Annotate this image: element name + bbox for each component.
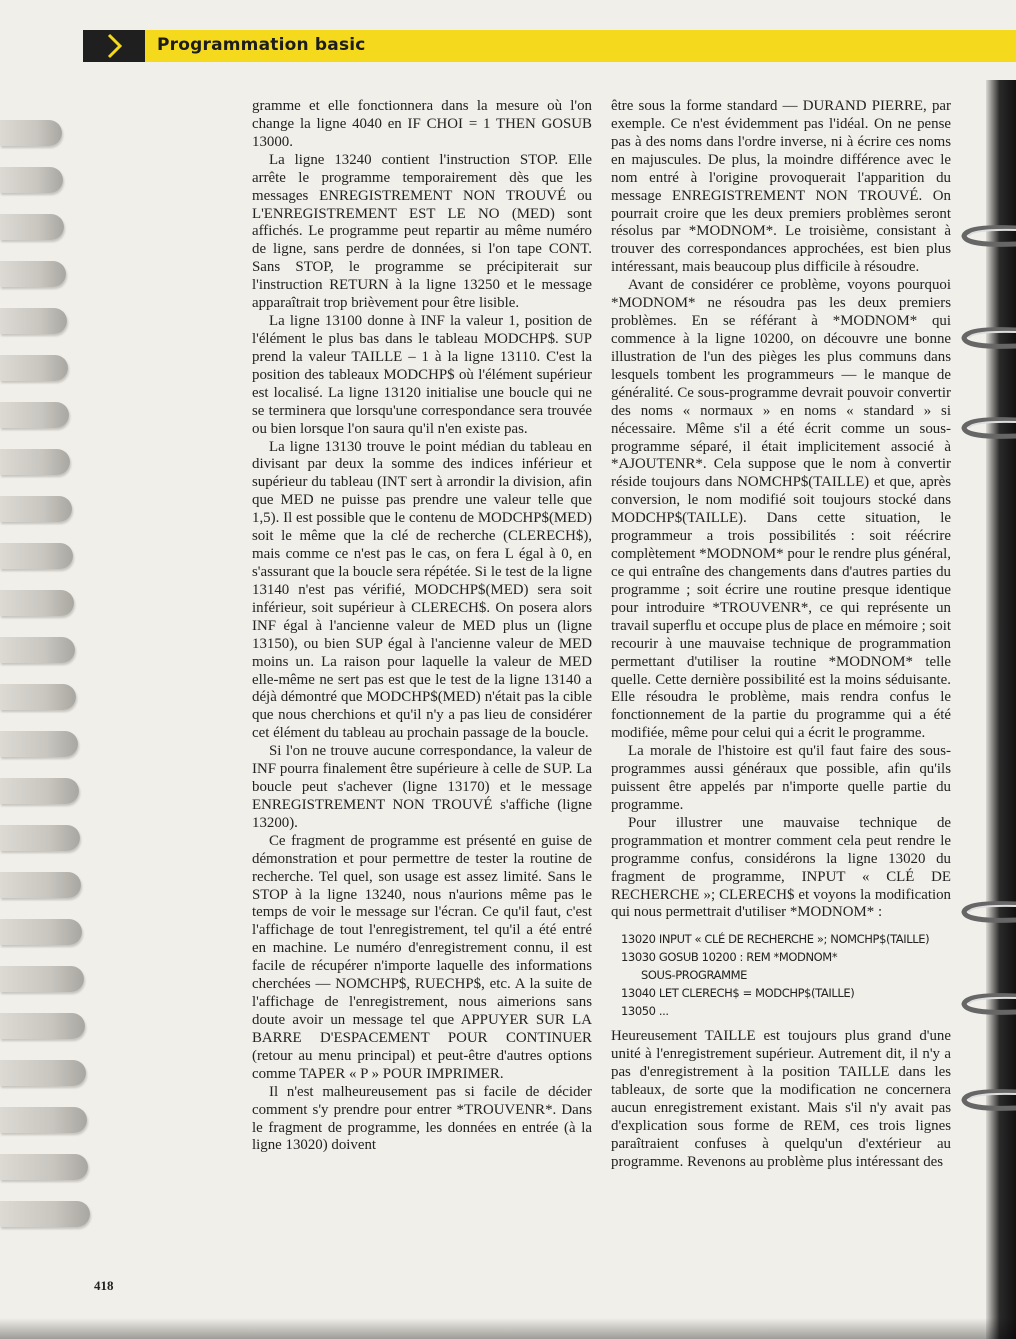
paragraph: gramme et elle fonctionnera dans la mesure où l'on change la ligne 4040 en IF CHOI = 1 THEN GOSUB 13000. <box>252 98 592 150</box>
page-edge-tab <box>0 637 75 663</box>
page-edge-tab <box>0 308 67 334</box>
page-number: 418 <box>94 1278 114 1293</box>
page-edge-tab <box>0 543 73 569</box>
code-listing <box>621 930 951 1020</box>
page-edge-tab <box>0 590 74 616</box>
ring-icon <box>956 896 1016 926</box>
page-edge-tab <box>0 1154 88 1180</box>
right-column <box>611 98 951 1172</box>
page-edge-tab <box>0 1060 86 1086</box>
code-line: 13050 ... <box>621 1004 669 1019</box>
paragraph: Si l'on ne trouve aucune correspondance, la valeur de INF pourra finalement être supérieure à celle de SUP. La boucle peut s'achever (ligne 13170) et le message ENREGISTREMENT NON TROUVÉ s'affiche (ligne 13200). <box>252 743 592 831</box>
paragraph: Il n'est malheureusement pas si facile de décider comment s'y prendre pour entrer *TROUVENR*. Dans le fragment de programme, les données en entrée (à la ligne 13020) doivent <box>252 1083 592 1154</box>
page-edge-tab <box>0 966 84 992</box>
code-line: 13020 INPUT « CLÉ DE RECHERCHE »; NOMCHP$(TAILLE) <box>621 932 930 947</box>
page-edge-tab <box>0 1013 85 1039</box>
ring-icon <box>956 322 1016 352</box>
chevron-right-icon <box>83 30 145 62</box>
paragraph: La ligne 13240 contient l'instruction STOP. Elle arrête le programme temporairement dès que les messages ENREGISTREMENT NON TROUVÉ ou L'ENREGISTREMENT EST LE NO (MED) sont affichés. Le programme peut repartir au même numéro de ligne, sans perdre de données, si l'on tape CONT. Sans STOP, le programme se précipiterait sur l'instruction RETURN à la ligne 13250 et le message apparaîtrait trop brièvement pour être lisible. <box>252 151 592 312</box>
binder-rings <box>956 60 1016 1339</box>
paragraph: La morale de l'histoire est qu'il faut faire des sous-programmes aussi généraux que possible, afin qu'ils puissent être appelés par n'importe quelle partie du programme. <box>611 743 951 813</box>
page-edge-tab <box>0 355 68 381</box>
page-edge-tab <box>0 872 81 898</box>
page-edge-tab <box>0 167 63 193</box>
paragraph: La ligne 13130 trouve le point médian du tableau en divisant par deux la somme des indices inférieur et supérieur du tableau (INT sert à arrondir la division, afin que MED ne puisse pas prendre une valeur telle que 1,5). Il est possible que le contenu de MODCHP$(MED) soit le même que la clé de recherche (CLERECH$), mais comme ce n'est pas le cas, on fera L égal à 0, en s'assurant que la boucle sera répétée. Si le test de la ligne 13140 n'est pas vérifié, MODCHP$(MED) sera soit inférieur, soit supérieur à CLERECH$. On posera alors INF égal à l'ancienne valeur de MED plus un (ligne 13150), ou bien SUP égal à l'ancienne valeur de MED moins un. La raison pour laquelle la valeur de MED elle-même ne sert pas est que le test de la ligne 13140 a déjà démontré que MODCHP$(MED) n'était pas la cible que nous cherchions et qu'il n'y a pas lieu de considérer cet élément du tableau au prochain passage de la boucle. <box>252 438 592 742</box>
page-edge-tab <box>0 731 78 757</box>
code-line: 13030 GOSUB 10200 : REM *MODNOM* <box>621 950 838 965</box>
ring-icon <box>956 1084 1016 1114</box>
page-edge-tab <box>0 496 72 522</box>
page-edge-tab <box>0 449 70 475</box>
binder-spine <box>986 80 1016 1339</box>
page-bottom-shadow <box>0 1318 1016 1339</box>
page-edge-tab <box>0 1201 90 1227</box>
page-edge-tab <box>0 214 64 240</box>
page-edge-tab <box>0 919 82 945</box>
paragraph: être sous la forme standard — DURAND PIERRE, par exemple. Ce n'est évidemment pas l'idéal. On ne pense pas à des noms dans l'ordre inverse, ni à écrire ces noms en majuscules. De plus, la moindre différence avec le nom entré à l'origine provoquerait l'apparition du message ENREGISTREMENT NON TROUVÉ. On pourrait croire que les deux premiers problèmes seront résolus par *MODNOM*. Le troisième, consistant à trouver des correspondances approchées, est bien plus intéressant, mais beaucoup plus difficile à résoudre. <box>611 98 951 276</box>
page-edge-tab <box>0 261 66 287</box>
page-edge-tab <box>0 825 80 851</box>
page-edge-tab <box>0 1107 87 1133</box>
page-edge-tabs <box>0 62 150 1339</box>
page-edge-tab <box>0 120 62 146</box>
page-edge-tab <box>0 402 69 428</box>
left-column <box>252 98 592 1155</box>
ring-icon <box>956 988 1016 1018</box>
paragraph: Ce fragment de programme est présenté en guise de démonstration et pour permettre de tester la routine de recherche. Tel quel, son usage est assez limité. Sans le STOP à la ligne 13240, nous n'aurions même pas le temps de voir le message sur l'écran. Ce qu'il faut, c'est l'affichage de tout l'enregistrement, tel qu'il a été entré en machine. Le numéro d'enregistrement connu, il est facile de récupérer n'importe laquelle des informations cherchées — NOMCHP$, RUECHP$, etc. A la suite de l'affichage de l'enregistrement, nous aimerions sans doute avoir un message tel que APPUYER SUR LA BARRE D'ESPACEMENT POUR CONTINUER (retour au menu principal) et peut-être d'autres options comme TAPER « P » POUR IMPRIMER. <box>252 832 592 1082</box>
code-line: 13040 LET CLERECH$ = MODCHP$(TAILLE) <box>621 986 855 1001</box>
page-edge-tab <box>0 684 76 710</box>
paragraph: Heureusement TAILLE est toujours plus grand d'une unité à l'enregistrement supérieur. Autrement dit, il n'y a pas d'enregistrement à la position TAILLE dans les tableaux, de sorte que la modification ne concernera aucun enregistrement existant. Mais s'il n'y avait pas d'explication sous forme de REM, ces trois lignes paraîtraient confuses à quelqu'un d'extérieur au programme. Revenons au problème plus intéressant des <box>611 1028 951 1170</box>
section-header <box>83 30 1016 62</box>
paragraph: Avant de considérer ce problème, voyons pourquoi *MODNOM* ne résoudra pas les deux premiers problèmes. En se référant à *MODNOM* qui commence à la ligne 10200, on découvre une bonne illustration de l'un des pièges les plus communs dans lesquels tombent les programmeurs — le manque de généralité. Ce sous-programme devrait pouvoir convertir des noms « normaux » en noms « standard » si nécessaire. Même s'il a été écrit comme un sous-programme séparé, il était implicitement associé à *AJOUTENR*. Cela suppose que le nom à convertir réside toujours dans NOMCHP$(TAILLE) et que, après conversion, le nom modifié soit toujours stocké dans MODCHP$(TAILLE). Dans cette situation, le programmeur a trois possibilités : soit réécrire complètement *MODNOM* pour le rendre plus général, ce qui entraîne des changements dans d'autres parties du programme ; soit écrire une routine presque identique pour introduire *TROUVENR*, ce qui représente un travail superflu et occupe plus de place en mémoire ; soit recourir à une mauvaise technique de programmation permettant d'utiliser la routine *MODNOM* telle quelle. Cette dernière possibilité est la moins séduisante. Elle résoudra le problème, mais rendra confus le fonctionnement de la partie du programme qui a été modifiée, même pour celui qui a écrit le programme. <box>611 277 951 742</box>
paragraph: Pour illustrer une mauvaise technique de programmation et montrer comment cela peut rendre le programme confus, considérons la ligne 13020 du fragment de programme, INPUT « CLÉ DE RECHERCHE »; CLERECH$ et voyons la modification qui nous permettrait d'utiliser *MODNOM* : <box>611 814 951 921</box>
ring-icon <box>956 412 1016 442</box>
section-title: Programmation basic <box>157 35 366 55</box>
ring-icon <box>956 220 1016 250</box>
paragraph: La ligne 13100 donne à INF la valeur 1, position de l'élément le plus bas dans le tableau MODCHP$. SUP prend la valeur TAILLE – 1 à la ligne 13110. C'est la position des tableaux MODCHP$ où l'élément supérieur est localisé. La ligne 13120 initialise une boucle qui ne se terminera que lorsqu'une correspondance sera trouvée ou bien lorsque l'on saura qu'il n'en existe pas. <box>252 313 592 437</box>
code-line: SOUS-PROGRAMME <box>641 968 748 983</box>
page-edge-tab <box>0 778 79 804</box>
